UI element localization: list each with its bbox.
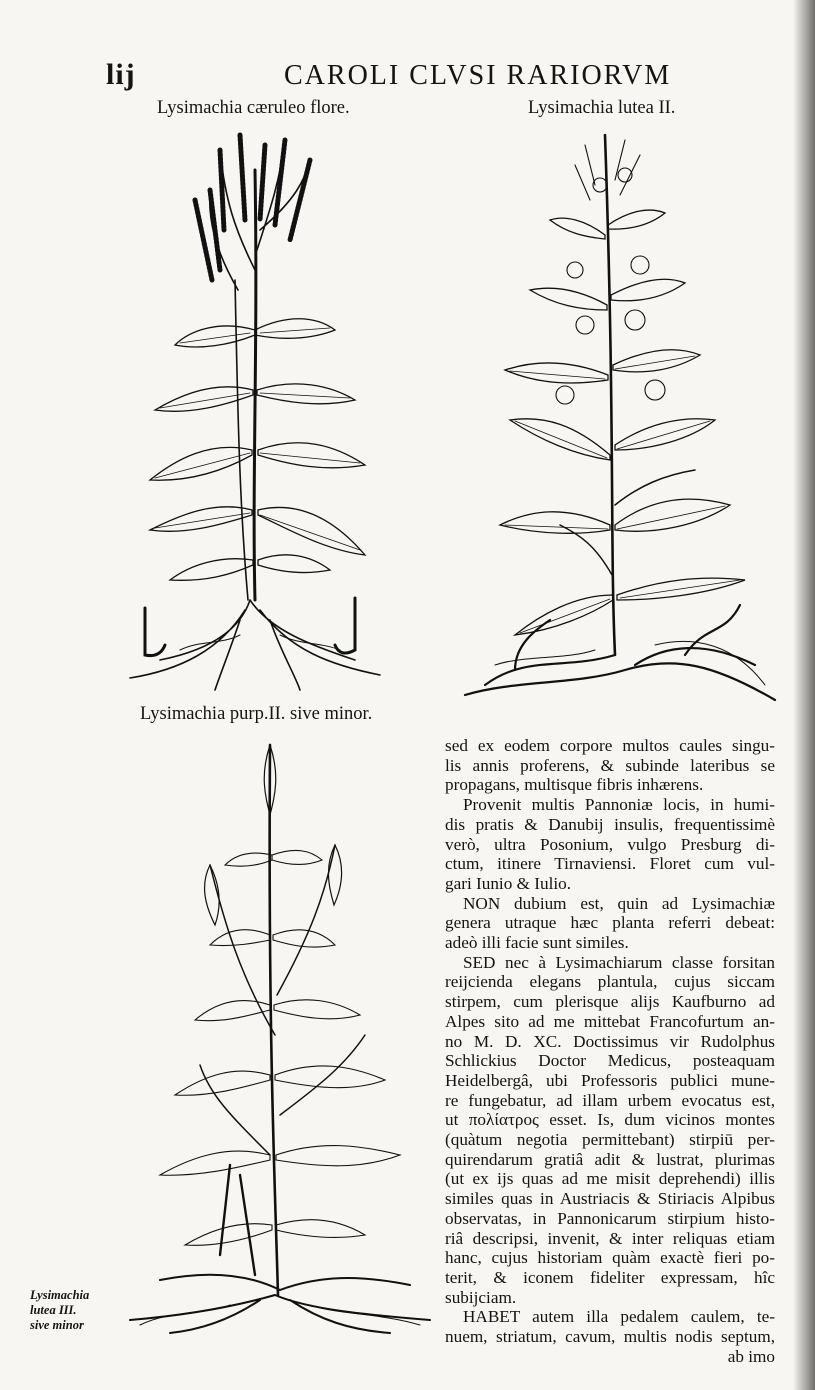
text-line: ab imo	[727, 1346, 775, 1366]
page-folio: lij	[106, 58, 136, 91]
figure-2-caption: Lysimachia lutea II.	[528, 98, 676, 118]
text-line: subijciam.	[445, 1287, 517, 1307]
text-line: Schlickius Doctor Medicus, posteaquam	[445, 1051, 775, 1071]
text-line: terit, & iconem fideliter expressam, hîc	[445, 1267, 775, 1287]
text-line: hanc, cujus historiam quàm exactè fieri po-	[445, 1248, 775, 1268]
margin-note	[30, 1288, 89, 1333]
text-line: (quàtum negotia permittebant) stirpiū per-	[445, 1130, 775, 1150]
body-text	[445, 736, 775, 1367]
text-line: gari Iunio & Iulio.	[445, 873, 572, 893]
text-line: Heidelbergâ, ubi Professoris publici mune-	[445, 1070, 775, 1090]
text-line: SED nec à Lysimachiarum classe forsitan	[463, 952, 775, 972]
lysimachia-caerulea-woodcut	[120, 130, 390, 695]
text-line: HABET autem illa pedalem caulem, te-	[463, 1307, 775, 1327]
text-line: propagans, multisque fibris inhærens.	[445, 775, 704, 795]
text-line: Provenit multis Pannoniæ locis, in humi-	[463, 795, 775, 815]
text-line: riâ descripsi, invenit, & inter reliquas etiam	[445, 1228, 775, 1248]
figure-3-caption: Lysimachia purp.II. sive minor.	[140, 704, 373, 724]
text-line: no M. D. XC. Doctissimus vir Rudolphus	[445, 1031, 775, 1051]
text-line: verò, ultra Posonium, vulgo Presburg di-	[445, 834, 775, 854]
text-line: ctum, itinere Tirnaviensi. Floret cum vul-	[445, 854, 775, 874]
text-line: re fungebatur, ad illam urbem evocatus est,	[445, 1090, 775, 1110]
text-line: sed ex eodem corpore multos caules singu-	[445, 736, 775, 755]
page-edge-shadow	[793, 0, 815, 1390]
margin-note-line: sive minor	[30, 1318, 84, 1332]
lysimachia-lutea-ii-woodcut	[455, 125, 785, 710]
text-line: reijcienda elegans plantula, cujus siccam	[445, 972, 775, 992]
text-line: quirendarum gratiâ adit & lustrat, plurimas	[445, 1149, 775, 1169]
figure-1-caption: Lysimachia cæruleo flore.	[157, 98, 350, 118]
text-line: (ut ex ijs quas ad me misit deprehendi) illis	[445, 1169, 775, 1189]
text-line: adeò illi facie sunt similes.	[445, 933, 629, 953]
text-line: nuem, striatum, cavum, multis nodis septum,	[445, 1327, 775, 1347]
margin-note-line: Lysimachia	[30, 1288, 90, 1302]
text-line: ut πολίατρος esset. Is, dum vicinos montes	[445, 1110, 775, 1130]
margin-note-line: lutea III.	[30, 1303, 77, 1317]
text-line: Alpes sito ad me mittebat Francofurtum an-	[445, 1011, 775, 1031]
text-line: stirpem, cum plerisque alijs Kaufburno ad	[445, 992, 775, 1012]
text-line: genera utraque hæc planta referri debeat:	[445, 913, 775, 933]
running-title: CAROLI CLVSI RARIORVM	[284, 60, 672, 91]
text-line: lis annis proferens, & subinde lateribus se	[445, 755, 775, 775]
text-line: similes quas in Austriacis & Stiriacis Alpibus	[445, 1189, 775, 1209]
text-line: observatas, in Pannonicarum stirpium histo-	[445, 1208, 775, 1228]
lysimachia-purpurea-ii-woodcut	[110, 735, 440, 1335]
text-line: dis pratis & Danubij insulis, frequentissimè	[445, 814, 775, 834]
text-line: NON dubium est, quin ad Lysimachiæ	[463, 893, 775, 913]
